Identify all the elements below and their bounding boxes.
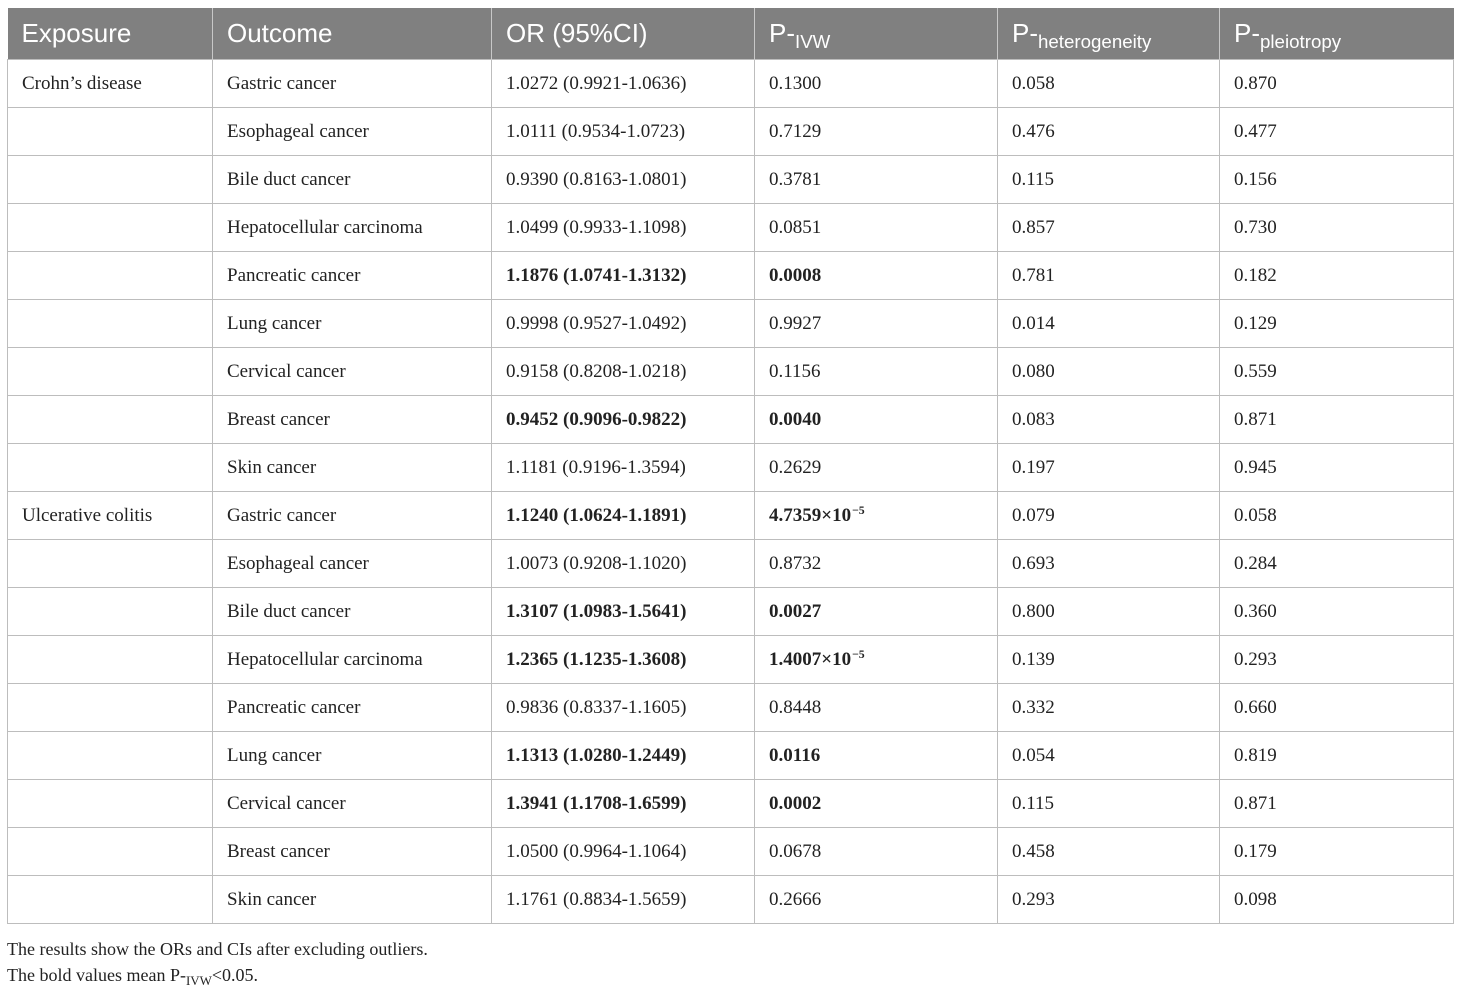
note-outliers: The results show the ORs and CIs after excluding outliers. [7,939,428,959]
table-body [8,60,1454,924]
cell-or-ci: 1.1876 (1.0741-1.3132) [492,252,755,300]
cell-p-ivw: 0.7129 [755,108,998,156]
header-or-ci: OR (95%CI) [492,8,755,60]
cell-or-ci: 1.1240 (1.0624-1.1891) [492,492,755,540]
cell-p-ivw: 0.0040 [755,396,998,444]
header-p-heterogeneity: $P-_{heterogeneity}$ [998,8,1220,60]
table-notes [7,936,428,990]
cell-outcome: Skin cancer [213,876,492,924]
cell-p-heterogeneity: 0.115 [998,156,1220,204]
cell-outcome: Cervical cancer [213,780,492,828]
cell-outcome: Lung cancer [213,300,492,348]
cell-or-ci: 0.9158 (0.8208-1.0218) [492,348,755,396]
cell-p-heterogeneity: 0.115 [998,780,1220,828]
cell-or-ci: 0.9390 (0.8163-1.0801) [492,156,755,204]
cell-exposure: Ulcerative colitis [8,492,213,540]
cell-outcome: Esophageal cancer [213,108,492,156]
cell-exposure [8,300,213,348]
cell-p-ivw: 0.0678 [755,828,998,876]
cell-p-ivw: 0.0008 [755,252,998,300]
table-row [8,684,1454,732]
table-row [8,492,1454,540]
cell-outcome: Bile duct cancer [213,156,492,204]
cell-p-pleiotropy: 0.293 [1220,636,1454,684]
cell-p-pleiotropy: 0.871 [1220,780,1454,828]
table-row [8,60,1454,108]
cell-exposure [8,396,213,444]
cell-p-pleiotropy: 0.179 [1220,828,1454,876]
cell-outcome: Hepatocellular carcinoma [213,636,492,684]
cell-p-heterogeneity: 0.857 [998,204,1220,252]
cell-p-heterogeneity: 0.476 [998,108,1220,156]
cell-p-pleiotropy: 0.660 [1220,684,1454,732]
table-row [8,444,1454,492]
cell-p-pleiotropy: 0.098 [1220,876,1454,924]
cell-p-heterogeneity: 0.458 [998,828,1220,876]
header-outcome: Outcome [213,8,492,60]
cell-p-ivw: 0.0002 [755,780,998,828]
cell-or-ci: 1.1761 (0.8834-1.5659) [492,876,755,924]
cell-exposure [8,732,213,780]
cell-p-heterogeneity: 0.079 [998,492,1220,540]
cell-outcome: Hepatocellular carcinoma [213,204,492,252]
header-exposure: Exposure [8,8,213,60]
cell-or-ci: 1.2365 (1.1235-1.3608) [492,636,755,684]
cell-p-pleiotropy: 0.129 [1220,300,1454,348]
cell-outcome: Gastric cancer [213,492,492,540]
cell-exposure [8,636,213,684]
cell-p-ivw: 0.0851 [755,204,998,252]
cell-p-heterogeneity: 0.332 [998,684,1220,732]
table-row [8,252,1454,300]
results-table [7,8,1454,924]
table-row [8,780,1454,828]
cell-outcome: Gastric cancer [213,60,492,108]
cell-exposure [8,108,213,156]
table-row [8,588,1454,636]
cell-p-pleiotropy: 0.182 [1220,252,1454,300]
cell-exposure [8,588,213,636]
cell-p-heterogeneity: 0.014 [998,300,1220,348]
cell-p-ivw: 0.8448 [755,684,998,732]
cell-p-heterogeneity: 0.693 [998,540,1220,588]
cell-or-ci: 1.1181 (0.9196-1.3594) [492,444,755,492]
table-row [8,108,1454,156]
cell-outcome: Pancreatic cancer [213,684,492,732]
table-row [8,396,1454,444]
cell-or-ci: 1.3941 (1.1708-1.6599) [492,780,755,828]
p-ivw-exponent: −5 [852,648,865,662]
cell-outcome: Esophageal cancer [213,540,492,588]
cell-p-ivw: 0.9927 [755,300,998,348]
cell-p-heterogeneity: 0.054 [998,732,1220,780]
cell-exposure [8,540,213,588]
cell-p-pleiotropy: 0.870 [1220,60,1454,108]
cell-p-heterogeneity: 0.083 [998,396,1220,444]
cell-exposure [8,252,213,300]
header-p-ivw: $P-_{IVW}$ [755,8,998,60]
cell-p-ivw: 0.1300 [755,60,998,108]
cell-p-pleiotropy: 0.730 [1220,204,1454,252]
table-row [8,636,1454,684]
cell-exposure [8,876,213,924]
cell-p-pleiotropy: 0.156 [1220,156,1454,204]
cell-exposure [8,684,213,732]
cell-p-pleiotropy: 0.819 [1220,732,1454,780]
cell-or-ci: 0.9452 (0.9096-0.9822) [492,396,755,444]
table-row [8,348,1454,396]
cell-exposure [8,444,213,492]
table-row [8,876,1454,924]
cell-p-pleiotropy: 0.360 [1220,588,1454,636]
cell-or-ci: 1.0111 (0.9534-1.0723) [492,108,755,156]
header-row [8,8,1454,60]
cell-p-ivw: 0.1156 [755,348,998,396]
cell-or-ci: 1.1313 (1.0280-1.2449) [492,732,755,780]
cell-outcome: Breast cancer [213,828,492,876]
cell-exposure [8,204,213,252]
cell-p-ivw: $1.4007\times 10^{-5}$ [755,636,998,684]
cell-or-ci: 1.0073 (0.9208-1.1020) [492,540,755,588]
cell-p-pleiotropy: 0.559 [1220,348,1454,396]
cell-p-pleiotropy: 0.945 [1220,444,1454,492]
cell-p-pleiotropy: 0.871 [1220,396,1454,444]
header-p-pleiotropy: $P-_{pleiotropy}$ [1220,8,1454,60]
cell-p-ivw: 0.3781 [755,156,998,204]
cell-p-heterogeneity: 0.080 [998,348,1220,396]
cell-or-ci: 1.0500 (0.9964-1.1064) [492,828,755,876]
cell-p-pleiotropy: 0.477 [1220,108,1454,156]
cell-p-ivw: 0.0027 [755,588,998,636]
cell-outcome: Cervical cancer [213,348,492,396]
cell-outcome: Bile duct cancer [213,588,492,636]
cell-exposure [8,156,213,204]
cell-outcome: Skin cancer [213,444,492,492]
cell-p-ivw: 0.2629 [755,444,998,492]
cell-p-heterogeneity: 0.293 [998,876,1220,924]
table-row [8,300,1454,348]
cell-or-ci: 0.9836 (0.8337-1.1605) [492,684,755,732]
cell-or-ci: 1.3107 (1.0983-1.5641) [492,588,755,636]
cell-outcome: Breast cancer [213,396,492,444]
cell-p-ivw: 0.8732 [755,540,998,588]
cell-p-heterogeneity: 0.058 [998,60,1220,108]
table-row [8,828,1454,876]
cell-exposure [8,828,213,876]
cell-p-heterogeneity: 0.139 [998,636,1220,684]
cell-outcome: Lung cancer [213,732,492,780]
cell-p-heterogeneity: 0.800 [998,588,1220,636]
table-row [8,540,1454,588]
cell-or-ci: 1.0272 (0.9921-1.0636) [492,60,755,108]
cell-p-pleiotropy: 0.284 [1220,540,1454,588]
cell-exposure [8,348,213,396]
p-ivw-exponent: −5 [852,504,865,518]
note-bold-meaning: The bold values mean $P-_{IVW}<0.05$. [7,965,259,988]
cell-or-ci: 0.9998 (0.9527-1.0492) [492,300,755,348]
cell-p-heterogeneity: 0.197 [998,444,1220,492]
cell-exposure: Crohn’s disease [8,60,213,108]
cell-p-ivw: 0.0116 [755,732,998,780]
cell-p-pleiotropy: 0.058 [1220,492,1454,540]
cell-p-heterogeneity: 0.781 [998,252,1220,300]
table-row [8,156,1454,204]
cell-or-ci: 1.0499 (0.9933-1.1098) [492,204,755,252]
table-row [8,204,1454,252]
cell-outcome: Pancreatic cancer [213,252,492,300]
cell-p-ivw: 0.2666 [755,876,998,924]
cell-p-ivw: $4.7359\times 10^{-5}$ [755,492,998,540]
table-row [8,732,1454,780]
cell-exposure [8,780,213,828]
